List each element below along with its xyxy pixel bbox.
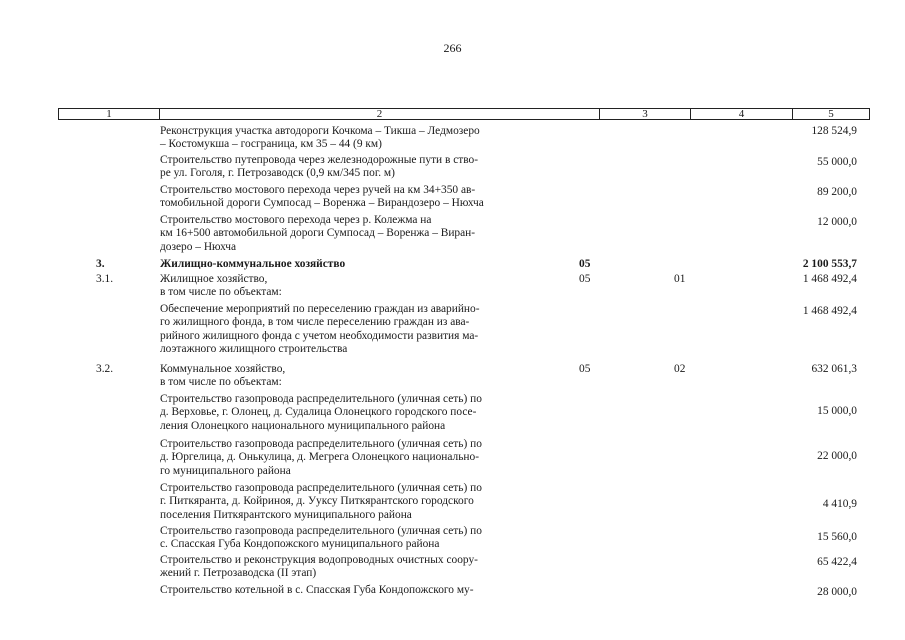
row-subsection-code: 01 (674, 273, 686, 285)
row-name: Строительство газопровода распределительного (уличная сеть) по с. Спасская Губа Кондопожского муниципального района (160, 525, 482, 551)
row-amount: 15 000,0 (817, 405, 857, 417)
header-col-5: 5 (792, 109, 869, 119)
row-name: Строительство путепровода через железнодорожные пути в ство- ре ул. Гоголя, г. Петрозаводск (0,9 км/345 пог. м) (160, 154, 479, 180)
row-name: Строительство газопровода распределительного (уличная сеть) по г. Питкяранта, д. Койриноя, д. Ууксу Питкярантского городского поселения Питкярантского муниципального района (160, 482, 482, 521)
row-amount: 12 000,0 (817, 216, 857, 228)
row-name: Строительство и реконструкция водопроводных очистных соору- жений г. Петрозаводска (II этап) (160, 554, 478, 580)
row-section-code: 05 (579, 258, 591, 270)
table-header (58, 108, 870, 120)
row-section-code: 05 (579, 363, 591, 375)
row-amount: 1 468 492,4 (802, 273, 857, 285)
row-amount: 2 100 553,7 (802, 258, 857, 270)
row-name: Строительство мостового перехода через р. Колежма на км 16+500 автомобильной дороги Сумпосад – Воренжа – Виран- дозеро – Нюхча (160, 214, 476, 253)
row-name: Обеспечение мероприятий по переселению граждан из аварийно- го жилищного фонда, в том числе переселению граждан из ава- рийного жилищного фонда с учетом необходимости развития ма- лоэтажного жилищного строительства (160, 303, 480, 356)
row-amount: 89 200,0 (817, 186, 857, 198)
row-name: Строительство котельной в с. Спасская Губа Кондопожского му- (160, 584, 474, 596)
header-col-1: 1 (106, 108, 112, 120)
row-name: Строительство газопровода распределительного (уличная сеть) по д. Юргелица, д. Онькулица, д. Мегрега Олонецкого национально- го муниципального района (160, 438, 482, 477)
row-amount: 1 468 492,4 (802, 305, 857, 317)
row-subsection-code: 02 (674, 363, 686, 375)
row-name: Строительство мостового перехода через ручей на км 34+350 ав- томобильной дороги Сумпосад – Воренжа – Вирандозеро – Нюхча (160, 184, 484, 210)
row-name: Коммунальное хозяйство, в том числе по объектам: (160, 363, 286, 389)
row-name: Жилищно-коммунальное хозяйство (160, 258, 346, 270)
row-amount: 128 524,9 (811, 125, 857, 137)
header-col-3: 3 (599, 109, 690, 119)
row-name: Реконструкция участка автодороги Кочкома – Тикша – Ледмозеро – Костомукша – госграница, км 35 – 44 (9 км) (160, 125, 480, 151)
row-name: Жилищное хозяйство, в том числе по объектам: (160, 273, 282, 299)
row-section-code: 05 (579, 273, 591, 285)
row-amount: 632 061,3 (811, 363, 857, 375)
header-col-4: 4 (690, 109, 792, 119)
row-number: 3. (96, 258, 105, 270)
row-amount: 28 000,0 (817, 586, 857, 598)
row-number: 3.1. (96, 273, 114, 285)
row-number: 3.2. (96, 363, 114, 375)
row-amount: 15 560,0 (817, 531, 857, 543)
row-amount: 22 000,0 (817, 450, 857, 462)
page-number: 266 (443, 41, 462, 55)
header-col-2: 2 (159, 109, 599, 119)
row-name: Строительство газопровода распределительного (уличная сеть) по д. Верховье, г. Олонец, д. Судалица Олонецкого городского посе- ления Олонецкого национального муниципального района (160, 393, 482, 432)
row-amount: 65 422,4 (817, 556, 857, 568)
row-amount: 4 410,9 (822, 498, 857, 510)
row-amount: 55 000,0 (817, 156, 857, 168)
